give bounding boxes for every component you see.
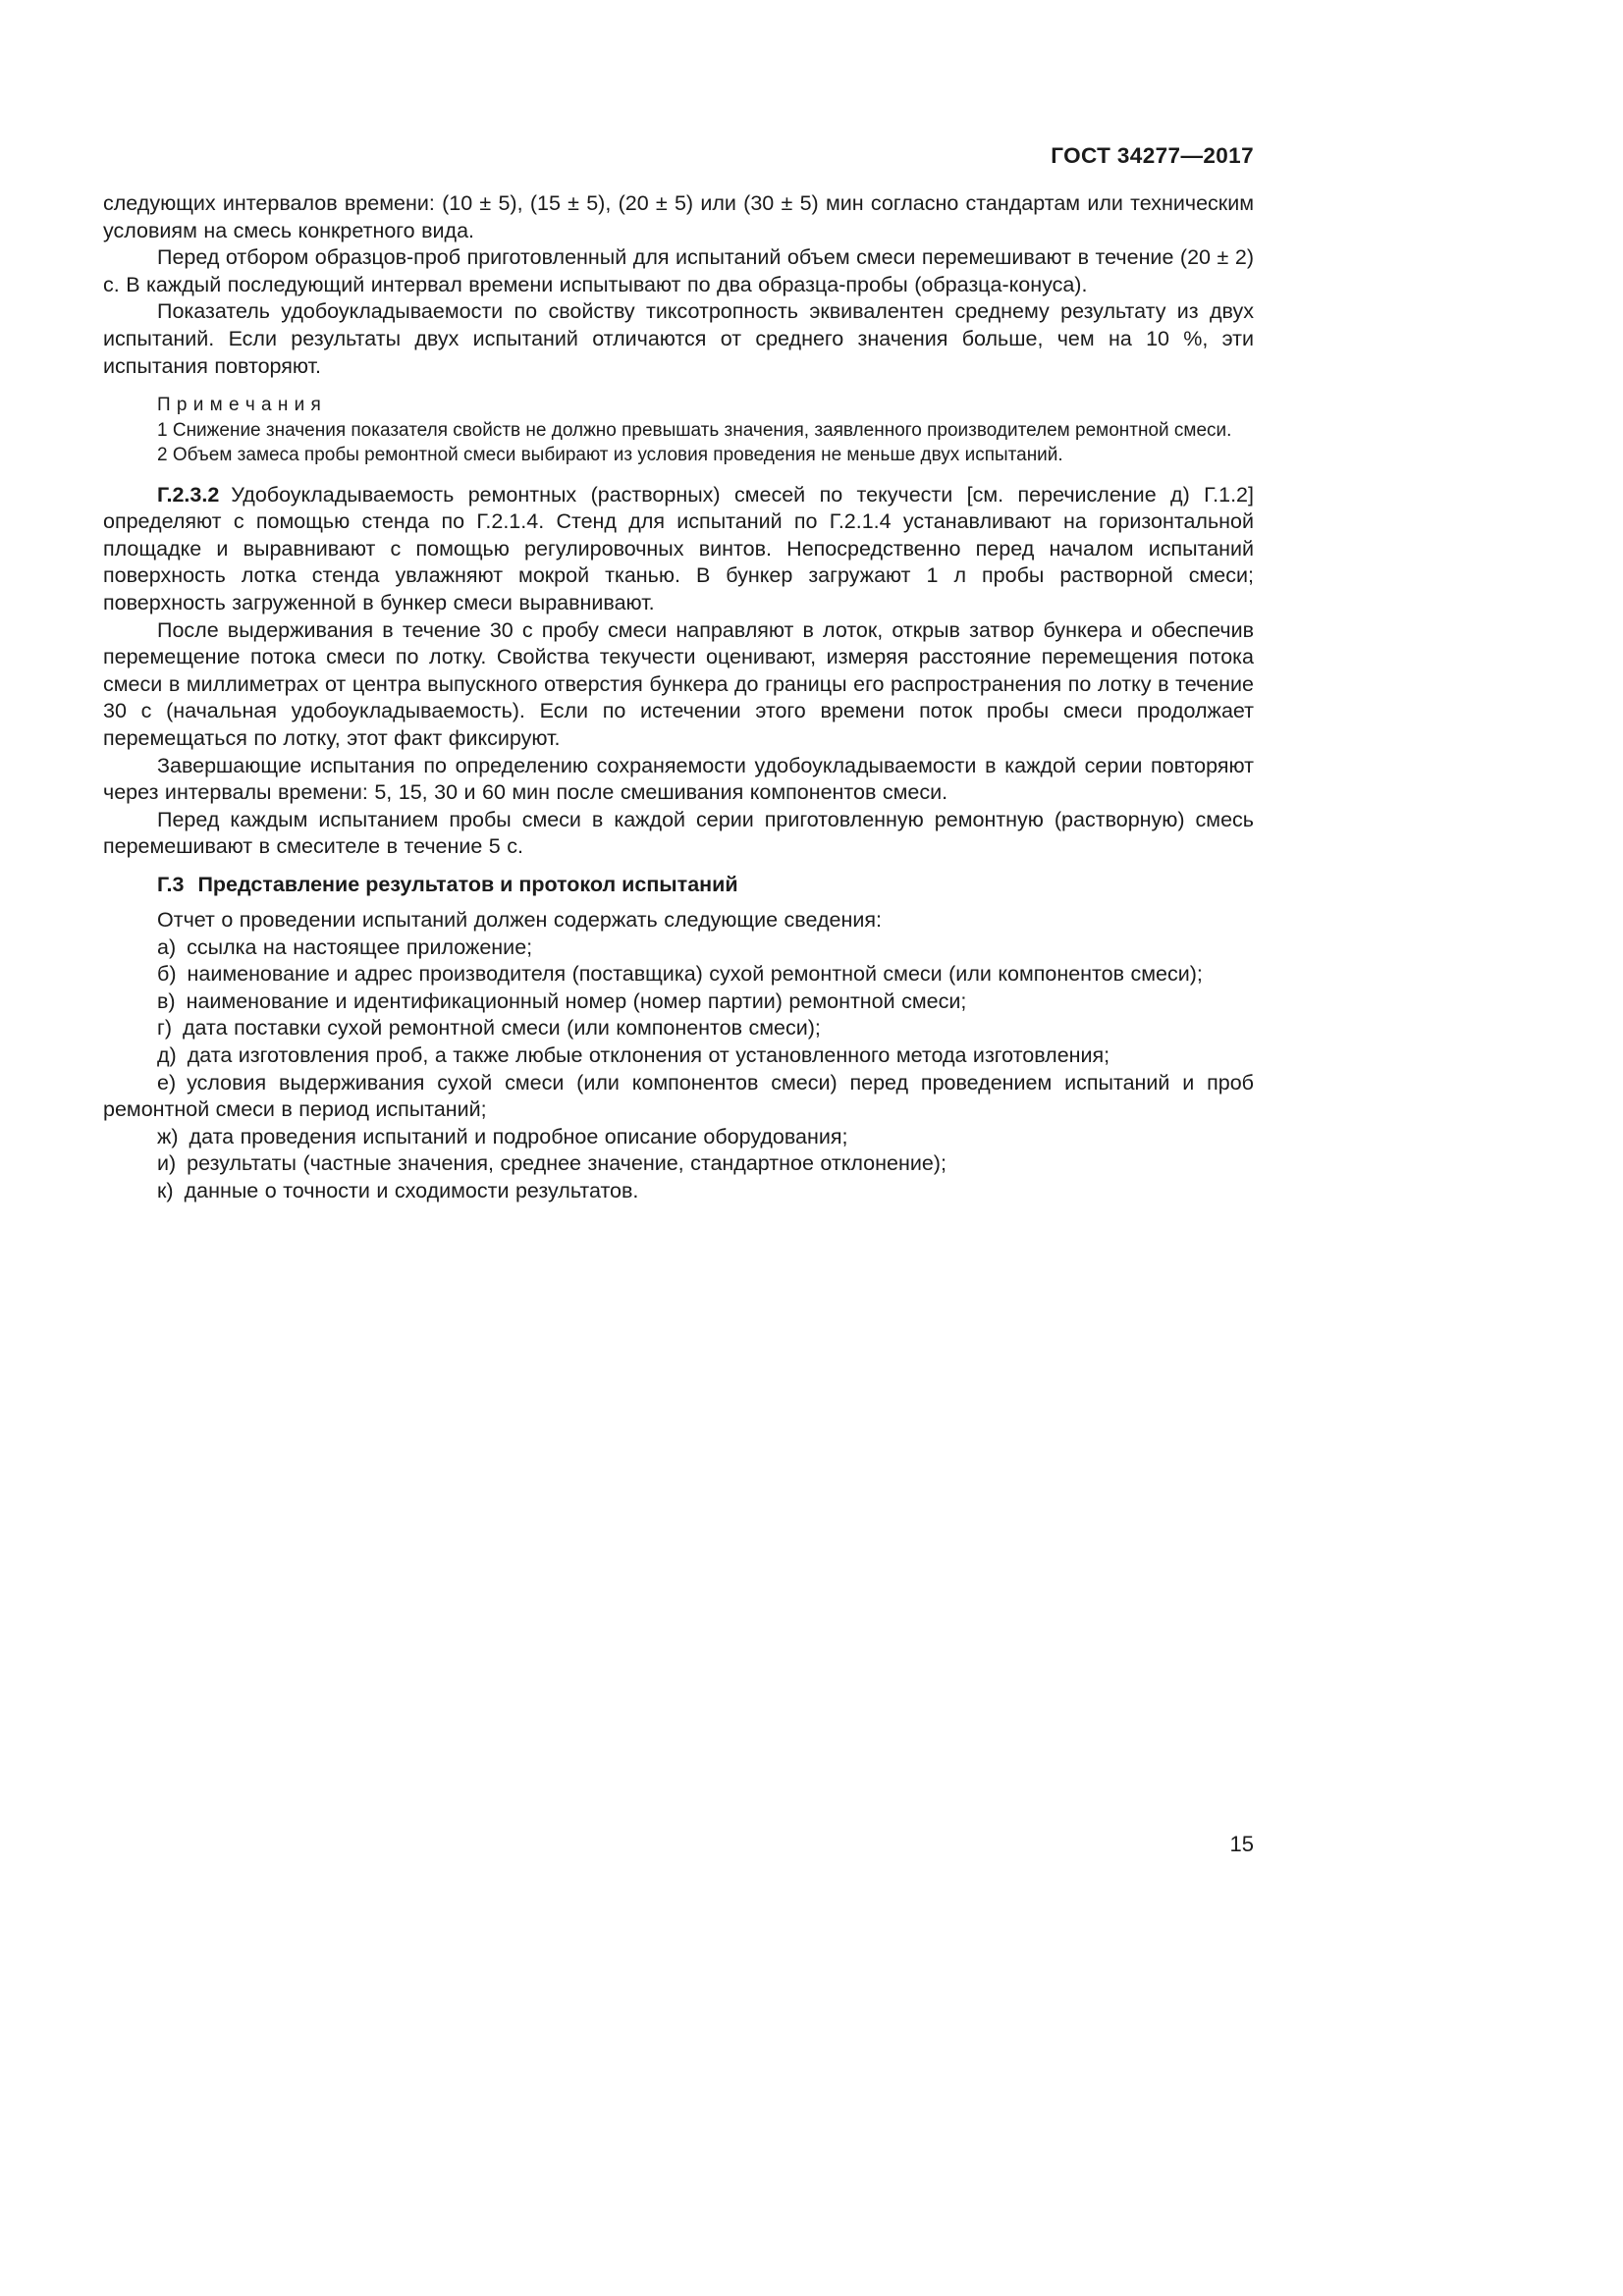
section-title: Представление результатов и протокол испытаний: [197, 872, 738, 896]
list-item-a: [103, 934, 1254, 962]
clause-number: Г.2.3.2: [157, 482, 220, 507]
paragraph-sampling: Перед отбором образцов-проб приготовленный для испытаний объем смеси перемешивают в течение (20 ± 2) с. В каждый последующий интервал времени испытывают по два образца-пробы (образца-конуса).: [103, 245, 1254, 296]
page-number: 15: [1229, 1832, 1254, 1856]
clause-g232: [103, 482, 1254, 617]
list-marker: е): [157, 1070, 177, 1095]
document-content: [103, 190, 1254, 1205]
list-text: дата изготовления проб, а также любые отклонения от установленного метода изготовления;: [187, 1042, 1110, 1067]
list-text: результаты (частные значения, среднее значение, стандартное отклонение);: [187, 1151, 947, 1176]
list-marker: а): [157, 934, 177, 959]
list-item-g: [103, 1015, 1254, 1042]
note-item-1: 1 Снижение значения показателя свойств не должно превышать значения, заявленного производителем ремонтной смеси.: [157, 419, 1232, 441]
list-marker: д): [157, 1042, 177, 1067]
section-heading-g3: [103, 871, 1254, 898]
list-text: наименование и адрес производителя (поставщика) сухой ремонтной смеси (или компонентов смеси);: [187, 962, 1203, 987]
list-marker: в): [157, 988, 176, 1013]
list-marker: и): [157, 1151, 177, 1176]
notes-block: [103, 393, 1254, 468]
paragraph-final-tests: Завершающие испытания по определению сохраняемости удобоукладываемости в каждой серии повторяют через интервалы времени: 5, 15, 30 и 60 мин после смешивания компонентов смеси.: [103, 753, 1254, 805]
list-marker: г): [157, 1016, 173, 1041]
running-header-standard-number: ГОСТ 34277—2017: [1051, 143, 1254, 168]
list-item-b: [103, 961, 1254, 988]
paragraph-remixing: Перед каждым испытанием пробы смеси в каждой серии приготовленную ремонтную (растворную) смесь перемешивают в смесителе в течение 5 с.: [103, 807, 1254, 859]
paragraph-flow-test: После выдерживания в течение 30 с пробу смеси направляют в лоток, открыв затвор бункера и обеспечив перемещение потока смеси по лотку. Свойства текучести оценивают, измеряя расстояние перемещения потока смеси в миллиметрах от центра выпускного отверстия бункера до границы его распространения по лотку в течение 30 с (начальная удобоукладываемость). Если по истечении этого времени поток пробы смеси продолжает перемещаться по лотку, этот факт фиксируют.: [103, 617, 1254, 750]
list-text: ссылка на настоящее приложение;: [187, 934, 533, 959]
clause-text: Удобоукладываемость ремонтных (растворных) смесей по текучести [см. перечисление д) Г.1.2] определяют с помощью стенда по Г.2.1.4. Стенд для испытаний по Г.2.1.4 устанавливают на горизонтальной площадке и выравнивают с помощью регулировочных винтов. Непосредственно перед началом испытаний поверхность лотка стенда увлажняют мокрой тканью. В бункер загружают 1 л пробы растворной смеси; поверхность загруженной в бункер смеси выравнивают.: [103, 482, 1254, 615]
paragraph-continuation: следующих интервалов времени: (10 ± 5), (15 ± 5), (20 ± 5) или (30 ± 5) мин согласно стандартам или техническим условиям на смесь конкретного вида.: [103, 191, 1254, 242]
notes-heading: П р и м е ч а н и я: [157, 395, 322, 416]
list-marker: к): [157, 1178, 174, 1202]
list-item-v: [103, 988, 1254, 1016]
list-text: условия выдерживания сухой смеси (или компонентов смеси) перед проведением испытаний и проб ремонтной смеси в период испытаний;: [103, 1070, 1254, 1122]
list-item-k: [103, 1178, 1254, 1205]
list-text: дата проведения испытаний и подробное описание оборудования;: [189, 1124, 848, 1148]
list-text: дата поставки сухой ремонтной смеси (или компонентов смеси);: [183, 1016, 821, 1041]
list-text: данные о точности и сходимости результатов.: [184, 1178, 639, 1202]
list-item-e: [103, 1070, 1254, 1124]
paragraph-thixotropy-indicator: Показатель удобоукладываемости по свойству тиксотропность эквивалентен среднему результату из двух испытаний. Если результаты двух испытаний отличаются от среднего значения больше, чем на 10 %, эти испытания повторяют.: [103, 299, 1254, 378]
list-item-d: [103, 1042, 1254, 1070]
list-text: наименование и идентификационный номер (номер партии) ремонтной смеси;: [186, 988, 967, 1013]
list-item-zh: [103, 1124, 1254, 1151]
paragraph-report-intro: Отчет о проведении испытаний должен содержать следующие сведения:: [157, 907, 882, 932]
list-marker: ж): [157, 1124, 179, 1148]
note-item-2: 2 Объем замеса пробы ремонтной смеси выбирают из условия проведения не меньше двух испытаний.: [157, 445, 1063, 466]
list-marker: б): [157, 962, 177, 987]
section-number: Г.3: [157, 872, 185, 896]
list-item-i: [103, 1150, 1254, 1178]
